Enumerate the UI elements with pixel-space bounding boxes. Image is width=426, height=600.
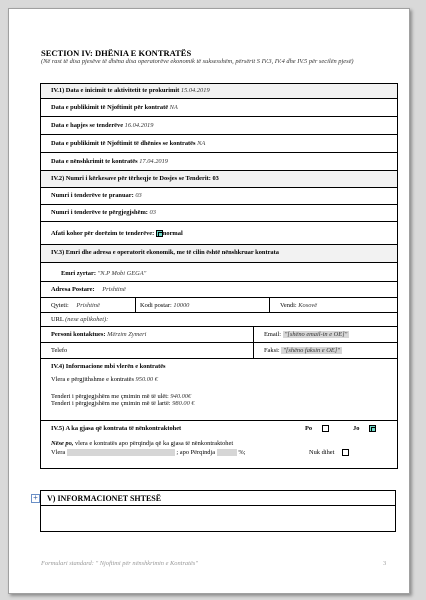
iv5-note-lead: Nëse po, (51, 440, 74, 447)
url-label: URL (51, 316, 64, 323)
iv1-label: IV.1) Data e inicimit te aktivitetit te prokurimit (51, 87, 180, 94)
url-row (41, 313, 397, 327)
no-label: Jo (353, 425, 360, 432)
iv2-label: IV.2) Numri i kërkesave për tërheqje te Dosjes se Tenderit: 03 (51, 175, 219, 182)
section-v-label: V) INFORMACIONET SHTESË (47, 494, 162, 503)
iv5-label: IV.5) A ka gjasa që kontrata të nënkontraktohet (51, 425, 182, 432)
contact-label: Personi kontaktues: (51, 331, 106, 338)
deadline-row (41, 222, 397, 245)
section-title: SECTION IV: DHËNIA E KONTRATËS (41, 48, 192, 58)
official-name-value[interactable]: "N.P Mobi GEGA" (97, 270, 147, 277)
unknown-label: Nuk dihet (309, 449, 335, 456)
pub-notice-row (41, 99, 397, 117)
expand-toggle-icon[interactable]: + (31, 494, 40, 503)
subcontract-value-input[interactable] (67, 449, 175, 456)
subcontract-percent-input[interactable] (217, 449, 237, 456)
highest-tender-value[interactable]: 980.00 € (172, 400, 195, 407)
email-cell (253, 327, 348, 342)
pub-award-row (41, 135, 397, 153)
footer-text: Formulari standard: " Njoftimi për nënshkrimin e Kontratës" (41, 560, 198, 567)
fax-label: Faksi: (264, 347, 280, 354)
normal-checkbox[interactable] (156, 230, 163, 237)
phone-row (41, 343, 397, 359)
section-v-header (40, 490, 396, 506)
document-page (8, 8, 410, 594)
received-value[interactable]: 03 (135, 192, 142, 199)
sign-date-value[interactable]: 17.04.2019 (139, 158, 168, 165)
open-date-label: Data e hapjes se tenderëve (51, 122, 124, 129)
iv2-row (41, 171, 397, 188)
address-label: Adresa Postare: (51, 286, 95, 293)
fax-cell (253, 343, 340, 358)
deadline-value: normal (162, 230, 183, 237)
open-date-value[interactable]: 16.04.2019 (124, 122, 154, 129)
no-checkbox[interactable] (369, 425, 376, 432)
url-hint: (nese aplikohet): (65, 316, 109, 323)
yes-label: Po (305, 425, 313, 432)
country-cell (269, 298, 318, 312)
yes-option (305, 425, 329, 432)
city-label: Qyteti: (51, 302, 69, 309)
address-value[interactable]: Prishtinë (102, 286, 126, 293)
city-row (41, 298, 397, 313)
sign-date-label: Data e nënshkrimit te kontratës (51, 158, 138, 165)
official-name-label: Emri zyrtar: (61, 270, 96, 277)
iv3-row (41, 245, 397, 263)
country-value[interactable]: Kosovë (298, 302, 318, 309)
pub-award-value[interactable]: NA (197, 140, 206, 147)
pub-notice-label: Data e publikimit të Njoftimit për kontratë (51, 104, 169, 111)
responsive-row (41, 205, 397, 222)
iv4-section (41, 359, 397, 421)
email-label: Email: (264, 331, 282, 338)
fax-value[interactable]: "[shëno faksin e OE]" (283, 347, 340, 354)
lowest-tender-label: Tenderi i përgjegjshëm me çmimin më të ulët: (51, 393, 169, 400)
email-value[interactable]: "[shëno email-in e OE]" (284, 331, 348, 338)
value-label: Vlera (51, 449, 66, 456)
page-number: 3 (383, 560, 387, 567)
total-value[interactable]: 950.00 € (135, 376, 158, 383)
no-option (353, 425, 376, 432)
iv5-section (41, 421, 397, 469)
contact-value[interactable]: Mërzim Zymeri (107, 331, 147, 338)
iv1-value[interactable]: 15.04.2019 (180, 87, 210, 94)
responsive-value[interactable]: 03 (149, 209, 156, 216)
pub-award-label: Data e publikimit të Njoftimit të dhënies se kontratës (51, 140, 196, 147)
unknown-option (309, 449, 349, 456)
iv5-note: vlera e kontratës apo përqindja që ka gjasa të nënkontraktohet (74, 440, 234, 447)
deadline-label: Afati kohor për dorëzim te tenderëve: (51, 230, 155, 237)
iv1-row (41, 84, 397, 99)
iv3-label: IV.3) Emri dhe adresa e operatorit ekonomik, me të cilin është nënshkruar kontrata (51, 249, 279, 256)
open-date-row (41, 117, 397, 135)
yes-checkbox[interactable] (322, 425, 329, 432)
total-value-label: Vlera e përgjithshme e kontratës (51, 376, 134, 383)
address-row (41, 282, 397, 298)
postal-label: Kodi postar: (140, 302, 172, 309)
highest-tender-label: Tenderi i përgjegjshëm me çmimin më të lartë: (51, 400, 171, 407)
country-label: Vendi: (280, 302, 297, 309)
contact-row (41, 327, 397, 343)
received-row (41, 188, 397, 205)
postal-value[interactable]: 10000 (173, 302, 190, 309)
section-subtitle: (Në rast të disa pjesëve të dhëna disa operatorëve ekonomik të suksesshëm, përsërit S IV.3, IV.4 dhe IV.5 për secilën pjesë) (41, 58, 354, 65)
percent-sign: %; (238, 449, 246, 456)
lowest-tender-value[interactable]: 940.00€ (170, 393, 192, 400)
iv4-label: IV.4) Informacione mbi vlerën e kontratës (51, 363, 166, 370)
unknown-checkbox[interactable] (342, 449, 349, 456)
pub-notice-value[interactable]: NA (169, 104, 178, 111)
received-label: Numri i tenderëve te pranuar: (51, 192, 134, 199)
section-v-content[interactable] (40, 505, 396, 532)
phone-label: Telefo (51, 347, 68, 354)
city-value[interactable]: Prishtinë (76, 302, 100, 309)
sign-date-row (41, 153, 397, 171)
award-form (40, 83, 398, 469)
official-name-row (41, 263, 397, 282)
responsive-label: Numri i tenderëve te përgjegjshëm: (51, 209, 148, 216)
percent-label: ; apo Përqindja (176, 449, 216, 456)
postal-cell (135, 298, 190, 312)
